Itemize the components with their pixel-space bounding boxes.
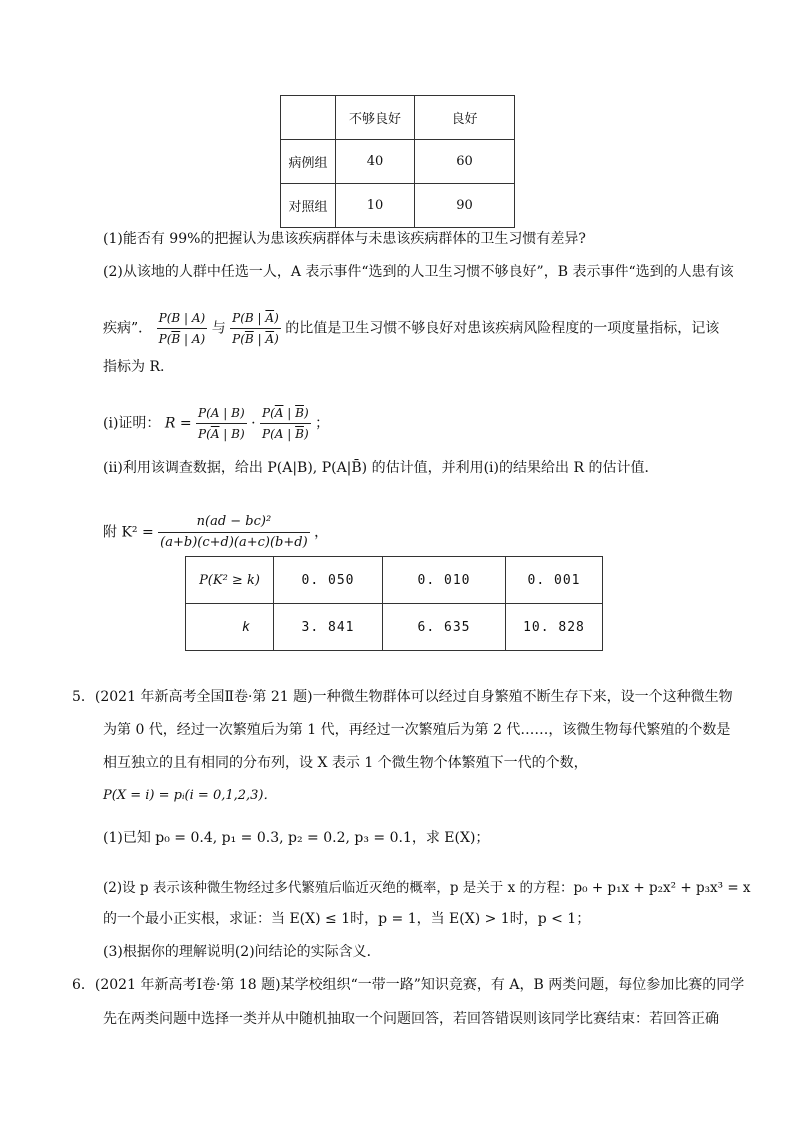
question-1: (1)能否有 99%的把握认为患该疾病群体与未患该疾病群体的卫生习惯有差异? — [103, 231, 586, 247]
table-row — [186, 557, 603, 604]
table-cell: 10. 828 — [506, 604, 603, 651]
problem-5-line-1: 5．(2021 年新高考全国Ⅱ卷·第 21 题)一种微生物群体可以经过自身繁殖不断生存下来，设一个这种微生物 — [72, 689, 733, 705]
table-row — [281, 140, 515, 184]
table-cell: 40 — [336, 140, 415, 184]
table-cell: 3. 841 — [274, 604, 383, 651]
problem-5-line-3: 相互独立的且有相同的分布列，设 X 表示 1 个微生物个体繁殖下一代的个数， — [103, 755, 588, 771]
table-cell — [281, 96, 336, 140]
table-cell: 0. 050 — [274, 557, 383, 604]
question-2-line-1: (2)从该地的人群中任选一人，A 表示事件“选到的人卫生习惯不够良好”，B 表示事件“选到的人患有该 — [103, 264, 734, 280]
fraction-formula: $\frac{P(B | A)}{P(\overline{B} | A)}$ — [157, 308, 208, 349]
text-fragment: 与 — [211, 320, 226, 337]
text-fragment: (ⅰ)证明： — [103, 415, 161, 432]
contingency-table — [280, 95, 515, 228]
attachment-formula: 附 K² = $\frac{\text{n(ad − bc)²}}{(a+b)(c+d)(a+c)(b+d)}$ ， — [103, 512, 328, 553]
problem-5-question-2-line-1: (2)设 p 表示该种微生物经过多代繁殖后临近灭绝的概率，p 是关于 x 的方程：p₀ + p₁x + p₂x² + p₃x³ = x — [103, 880, 751, 896]
table-cell: 不够良好 — [336, 96, 415, 140]
problem-5-question-2-line-2: 的一个最小正实根，求证：当 E(X) ≤ 1时，p = 1，当 E(X) > 1时，p < 1； — [103, 911, 591, 927]
table-cell: 0. 010 — [383, 557, 506, 604]
critical-value-table — [185, 556, 603, 651]
question-2i: (ⅰ)证明： R = $\frac{P(A | B)}{P(\overline{A} | B)}$ · $\frac{P(\overline{A} | \overline{B})}{P(A | \overline{B})}$ ； — [103, 403, 329, 444]
question-2-line-3: 指标为 R. — [103, 359, 165, 375]
problem-5-question-1: (1)已知 p₀ = 0.4, p₁ = 0.3, p₂ = 0.2, p₃ = 0.1，求 E(X)； — [103, 830, 490, 846]
fraction-formula: $\frac{P(A | B)}{P(\overline{A} | B)}$ — [196, 403, 247, 444]
table-cell: 对照组 — [281, 184, 336, 228]
table-cell: 60 — [415, 140, 515, 184]
table-row — [281, 96, 515, 140]
formula-numerator: n(ad − bc)² — [158, 512, 310, 533]
problem-5-question-3: (3)根据你的理解说明(2)问结论的实际含义． — [103, 944, 381, 960]
table-row — [281, 184, 515, 228]
problem-5-line-2: 为第 0 代，经过一次繁殖后为第 1 代，再经过一次繁殖后为第 2 代……，该微生物每代繁殖的个数是 — [103, 722, 731, 738]
formula-denominator: (a+b)(c+d)(a+c)(b+d) — [160, 535, 308, 550]
table-cell: P(K² ≥ k) — [186, 557, 274, 604]
question-2ii: (ⅱ)利用该调查数据，给出 P(A|B), P(A|B̄) 的估计值，并利用(ⅰ)的结果给出 R 的估计值． — [103, 460, 659, 476]
text-fragment: 的比值是卫生习惯不够良好对患该疾病风险程度的一项度量指标，记该 — [285, 320, 720, 337]
fraction-formula: $\frac{P(\overline{A} | \overline{B})}{P(A | \overline{B})}$ — [260, 403, 311, 444]
problem-6-line-2: 先在两类问题中选择一类并从中随机抽取一个问题回答，若回答错误则该同学比赛结束：若回答正确 — [103, 1011, 719, 1027]
problem-5-formula: P(X = i) = pᵢ(i = 0,1,2,3)． — [103, 788, 277, 803]
table-cell: k — [186, 604, 274, 651]
table-cell: 10 — [336, 184, 415, 228]
table-row — [186, 604, 603, 651]
table-cell: 病例组 — [281, 140, 336, 184]
fraction-formula — [158, 512, 310, 553]
text-fragment: 疾病”． — [103, 320, 153, 337]
text-fragment: 附 K² = — [103, 524, 154, 541]
question-2-line-2 — [103, 308, 719, 349]
fraction-formula: $\frac{P(B | \overline{A})}{P(\overline{B} | \overline{A})}$ — [230, 308, 281, 349]
problem-6-line-1: 6．(2021 年新高考Ⅰ卷·第 18 题)某学校组织“一带一路”知识竞赛，有 A，B 两类问题，每位参加比赛的同学 — [72, 977, 745, 993]
table-cell: 0. 001 — [506, 557, 603, 604]
table-cell: 良好 — [415, 96, 515, 140]
table-cell: 6. 635 — [383, 604, 506, 651]
table-cell: 90 — [415, 184, 515, 228]
